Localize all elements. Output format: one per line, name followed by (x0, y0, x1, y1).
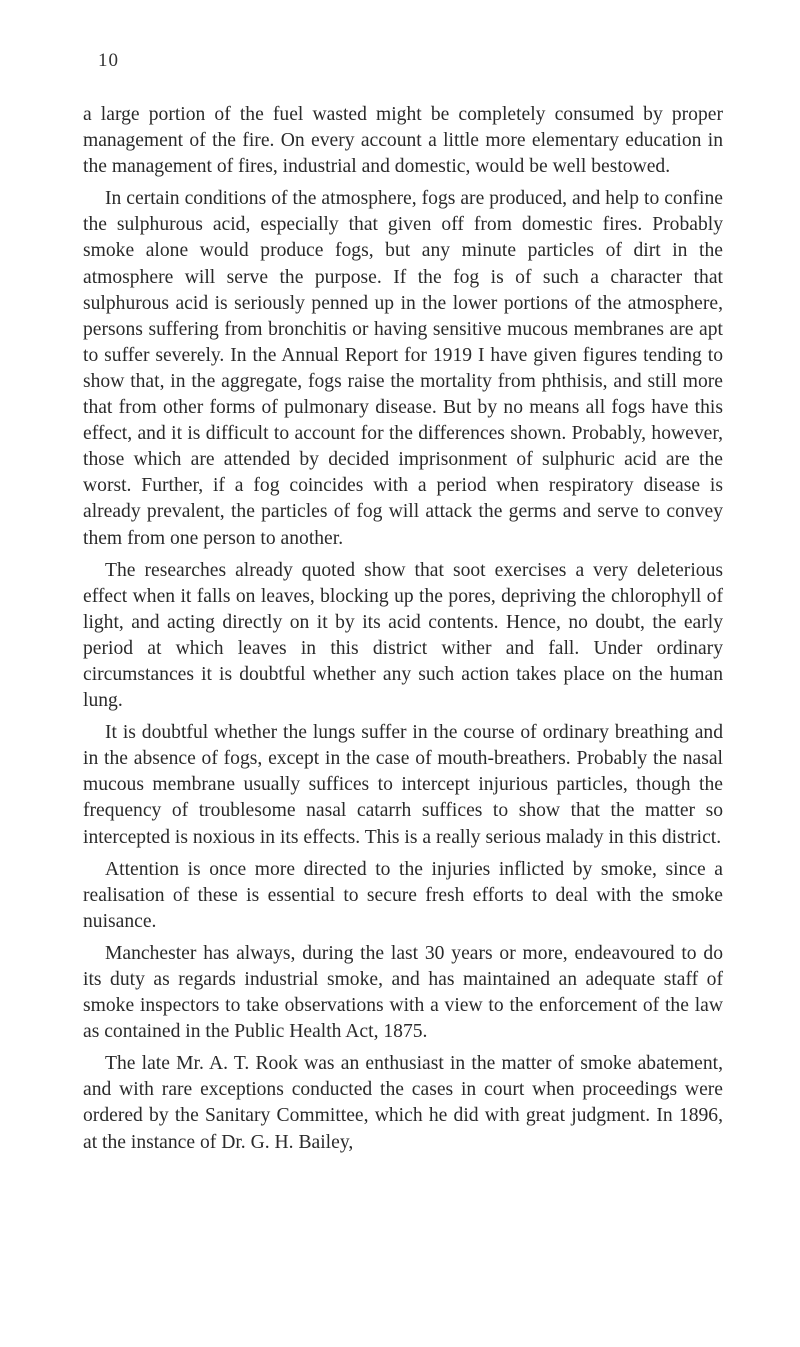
paragraph-rook: The late Mr. A. T. Rook was an enthusiast in the matter of smoke abatement, and with rare exceptions conducted the cases in court when proceedings were ordered by the Sanitary Committee, which he did with great judgment. In 1896, at the instance of Dr. G. H. Bailey, (83, 1053, 723, 1153)
paragraph-attention: Attention is once more directed to the injuries inflicted by smoke, since a realisation of these is essential to secure fresh efforts to deal with the smoke nuisance. (83, 858, 723, 932)
paragraph-fogs: In certain conditions of the atmosphere, fogs are produced, and help to confine the sulphurous acid, especially that given off from domestic fires. Probably smoke alone would produce fogs, but any minute particles of dirt in the atmosphere will serve the purpose. If the fog is of such a character that sulphurous acid is seriously penned up in the lower portions of the atmosphere, persons suffering from bronchitis or having sensitive mucous membranes are apt to suffer severely. In the Annual Report for 1919 I have given figures tending to show that, in the aggregate, fogs raise the mortality from phthisis, and still more that from other forms of pulmonary disease. But by no means all fogs have this effect, and it is difficult to account for the differences shown. Probably, however, those which are attended by decided imprisonment of sulphuric acid are the worst. Further, if a fog coincides with a period when respiratory disease is already prevalent, the particles of fog will attack the germs and serve to convey them from one person to another. (83, 188, 723, 549)
body-text (83, 102, 723, 1162)
paragraph-manchester: Manchester has always, during the last 30 years or more, endeavoured to do its duty as regards industrial smoke, and has maintained an adequate staff of smoke inspectors to take observations with a view to the enforcement of the law as contained in the Public Health Act, 1875. (83, 942, 723, 1043)
paragraph-soot-leaves: The researches already quoted show that soot exercises a very deleterious effect when it falls on leaves, blocking up the pores, depriving the chlorophyll of light, and acting directly on it by its acid contents. Hence, no doubt, the early period at which leaves in this district wither and fall. Under ordinary circumstances it is doubtful whether any such action takes place on the human lung. (83, 559, 723, 712)
paragraph-lungs: It is doubtful whether the lungs suffer in the course of ordinary breathing and in the absence of fogs, except in the case of mouth-breathers. Probably the nasal mucous membrane usually suffices to intercept injurious particles, though the frequency of troublesome nasal catarrh suffices to show that the matter so intercepted is noxious in its effects. This is a really serious malady in this district. (83, 722, 723, 848)
page-number: 10 (98, 50, 119, 71)
paragraph-fuel-management: a large portion of the fuel wasted might be completely consumed by proper management of the fire. On every account a little more elementary education in the management of fires, industrial and domestic, would be well bestowed. (83, 104, 723, 178)
